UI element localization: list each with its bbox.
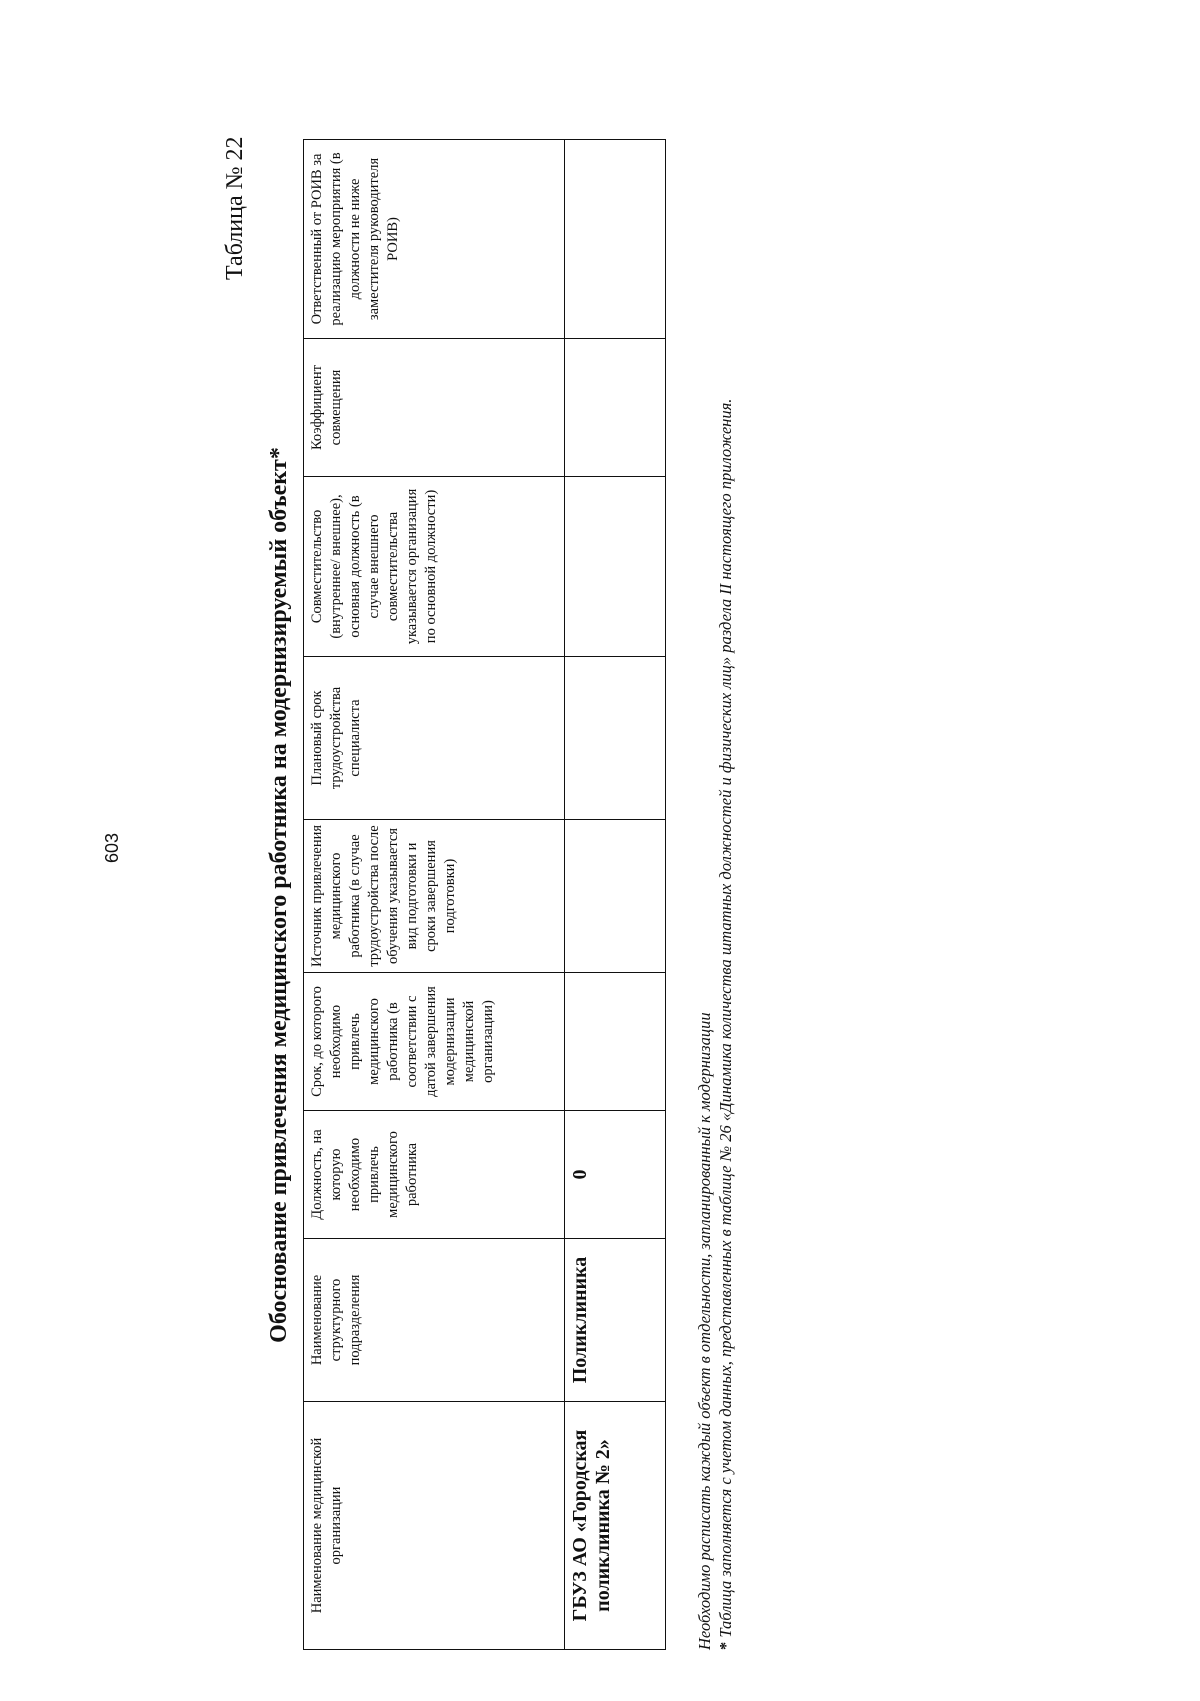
cell-department: Поликлиника	[565, 1239, 666, 1402]
table-header-row	[304, 140, 565, 1650]
page-number: 603	[102, 832, 122, 863]
cell-combination-coefficient	[565, 339, 666, 477]
header-org-name: Наименование медицинской организации	[304, 1402, 565, 1650]
cell-deadline	[565, 973, 666, 1111]
cell-planned-hire-date	[565, 657, 666, 820]
table-number: Таблица № 22	[222, 136, 248, 280]
header-source: Источник привлечения медицинского работника (в случае трудоустройства после обучения указывается вид подготовки и сроки завершения подготовки)	[304, 820, 565, 973]
table-row	[565, 140, 666, 1650]
header-combination-coefficient: Коэффициент совмещения	[304, 339, 565, 477]
footnote-marker: *	[716, 1641, 735, 1650]
header-responsible-official: Ответственный от РОИВ за реализацию мероприятия (в должности не ниже заместителя руководителя РОИВ)	[304, 140, 565, 339]
document-title: Обоснование привлечения медицинского работника на модернизируемый объект*	[266, 447, 292, 1343]
header-position: Должность, на которую необходимо привлечь медицинского работника	[304, 1111, 565, 1239]
cell-org-name: ГБУЗ АО «Городская поликлиника № 2»	[565, 1402, 666, 1650]
rotated-content	[220, 136, 800, 1650]
header-department: Наименование структурного подразделения	[304, 1239, 565, 1402]
cell-position: 0	[565, 1111, 666, 1239]
footnote	[715, 140, 737, 1650]
header-deadline: Срок, до которого необходимо привлечь медицинского работника (в соответствии с датой завершения модернизации медицинской организации)	[304, 973, 565, 1111]
cell-source	[565, 820, 666, 973]
header-part-time: Совместительство (внутреннее/ внешнее), основная должность (в случае внешнего совместительства указывается организация по основной должности)	[304, 477, 565, 657]
staffing-table	[303, 139, 666, 1650]
cell-responsible-official	[565, 140, 666, 339]
header-planned-hire-date: Плановый срок трудоустройства специалиста	[304, 657, 565, 820]
note-line: Необходимо расписать каждый объект в отдельности, запланированный к модернизации	[695, 1012, 714, 1650]
cell-part-time	[565, 477, 666, 657]
footnote-text: Таблица заполняется с учетом данных, представленных в таблице № 26 «Динамика количества штатных должностей и физических лиц» раздела II настоящего приложения.	[716, 398, 735, 1642]
